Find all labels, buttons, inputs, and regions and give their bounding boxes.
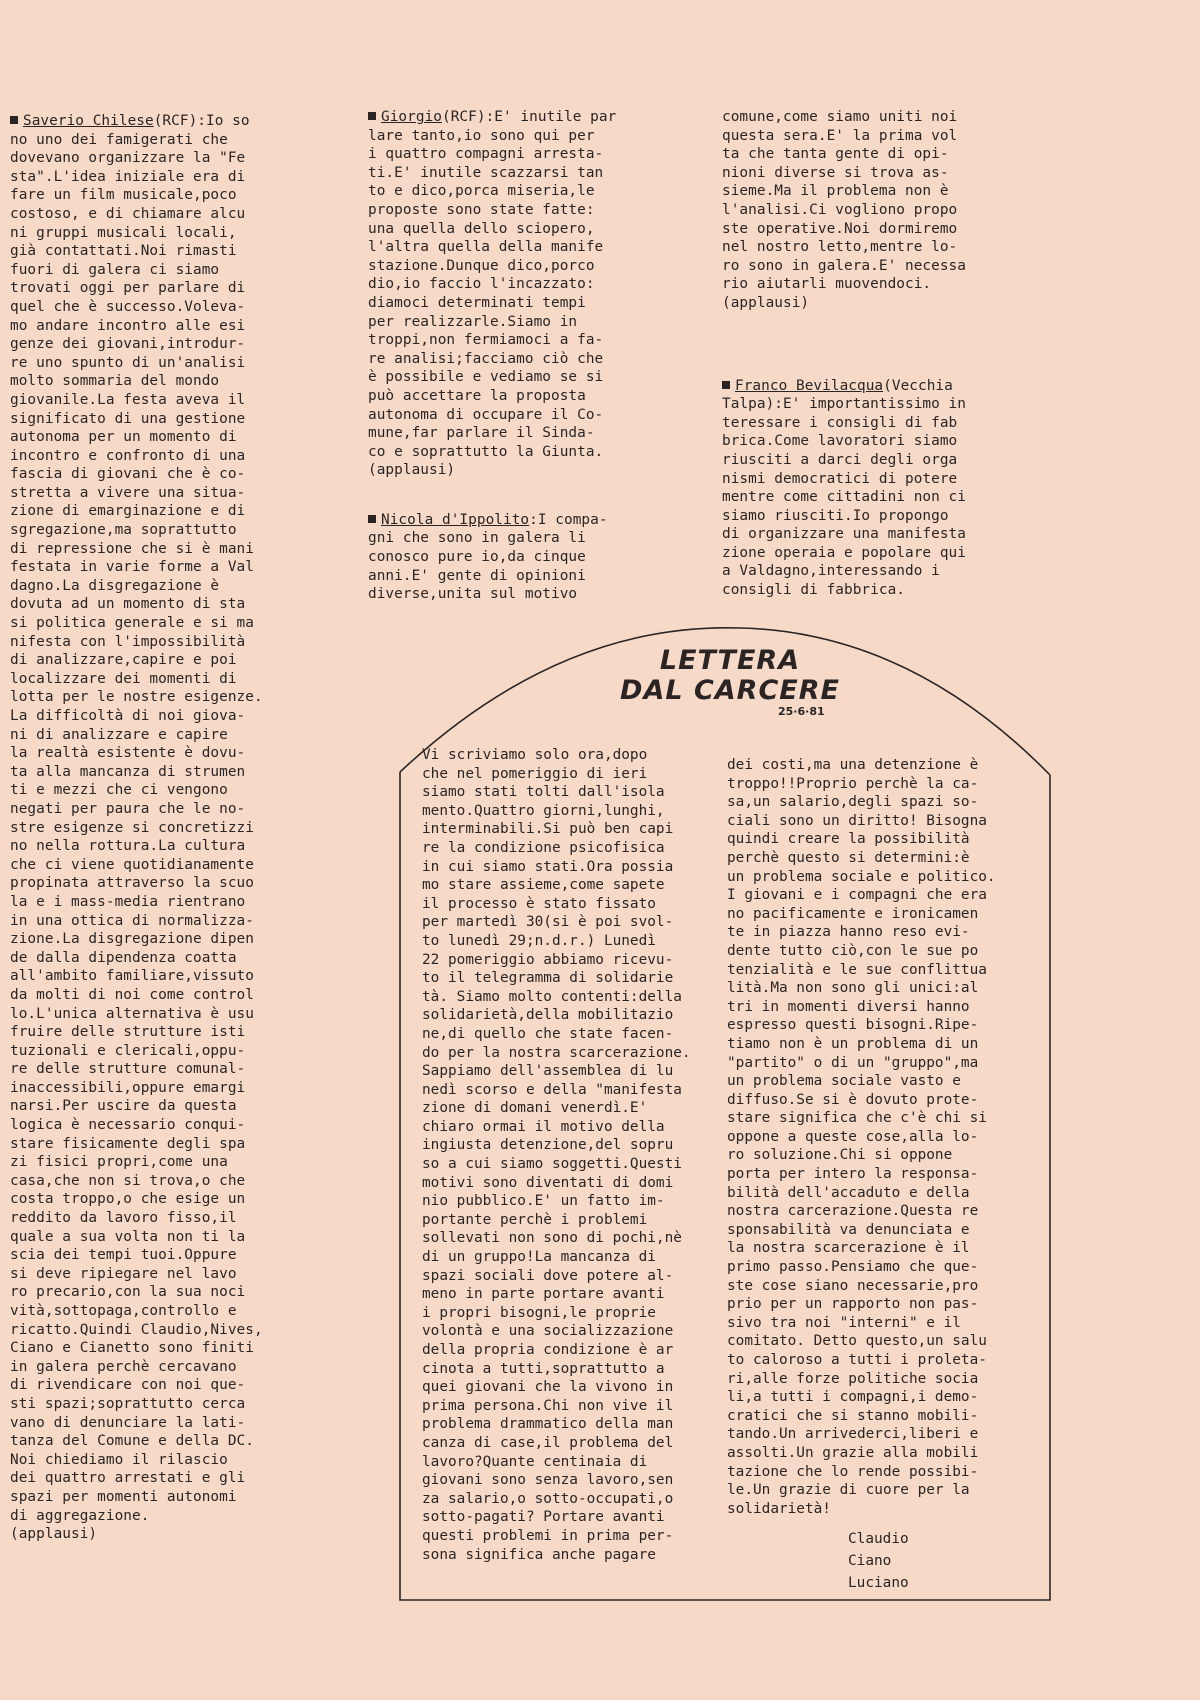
letter-title — [600, 646, 860, 706]
letter-signatures: Claudio Ciano Luciano — [848, 1531, 909, 1591]
letter-date: 25·6·81 — [778, 705, 825, 718]
letter-title-line1: LETTERA — [659, 645, 801, 676]
letter-column-1: Vi scriviamo solo ora,dopo che nel pomeriggio di ieri siamo stati tolti dall'isola mento.Quattro giorni,lunghi, interminabili.Si può ben capi re la condizione psicofisica in cui siamo stati.Ora possia mo stare assieme,come sapete il processo è stato fissato per martedì 30(si è poi svol- to lunedì 29;n.d.r.) Lunedì 22 pomeriggio abbiamo ricevu- to il telegramma di solidarie tà. Siamo molto contenti:della solidarietà,della mobilitazio ne,di quello che state facen- do per la nostra scarcerazione. Sappiamo dell'assemblea di lu nedì scorso e della "manifesta zione di domani venerdì.E' chiaro ormai il motivo della ingiusta detenzione,del sopru so a cui siamo soggetti.Questi motivi sono diventati di domi nio pubblico.E' un fatto im- portante perchè i problemi sollevati non sono di pochi,nè di un gruppo!La mancanza di spazi sociali dove potere al- meno in parte portare avanti i propri bisogni,le proprie volontà e una socializzazione della propria condizione è ar cinota a tutti,soprattutto a quei giovani che la vivono in prima persona.Chi non vive il problema drammatico della man canza di case,il problema del lavoro?Quante centinaia di giovani sono senza lavoro,sen za salario,o sotto-occupati,o sotto-pagati? Portare avanti questi problemi in prima per- sona significa anche pagare — [422, 747, 691, 1563]
letter-title-line2: DAL CARCERE — [620, 675, 840, 706]
speech-continuation: comune,come siamo uniti noi questa sera.E' la prima vol ta che tanta gente di opi- nioni diverse si trova as- sieme.Ma il problema non è l'analisi.Ci vogliono propo ste operative.Noi dormiremo nel nostro letto,mentre lo- ro sono in galera.E' necessa rio aiutarli muovendoci. (applausi) — [722, 109, 966, 311]
speaker-name: Giorgio — [381, 109, 442, 125]
speaker-name: Saverio Chilese — [23, 113, 154, 129]
speech-text: :I compa- gni che sono in galera li conosco pure io,da cinque anni.E' gente di opinioni diverse,unita sul motivo — [368, 511, 608, 603]
speech-text: (RCF):E' inutile par lare tanto,io sono qui per i quattro compagni arresta- ti.E' inutile scazzarsi tan to e dico,porca miseria,le proposte sono state fatte: una quella dello sciopero, l'altra quella della manife stazione.Dunque dico,porco dio,io faccio l'incazzato: diamoci determinati tempi per realizzarle.Siamo in troppi,non fermiamoci a fa- re analisi;facciamo ciò che è possibile e vediamo se si può accettare la proposta autonoma di occupare il Co- mune,far parlare il Sinda- co e soprattutto la Giunta. (applausi) — [368, 109, 617, 479]
speech-text: (RCF):Io so no uno dei famigerati che dovevano organizzare la "Fe sta".L'idea iniziale era di fare un film musicale,poco costoso, e di chiamare alcu ni gruppi musicali locali, già contattati.Noi rimasti fuori di galera ci siamo trovati oggi per parlare di quel che è successo.Voleva- mo andare incontro alle esi genze dei giovani,introdur- re uno spunto di un'analisi molto sommaria del mondo giovanile.La festa aveva il significato di una gestione autonoma per un momento di incontro e confronto di una fascia di giovani che è co- stretta a vivere una situa- zione di emarginazione e di sgregazione,ma soprattutto di repressione che si è mani festata in varie forme a Val dagno.La disgregazione è dovuta ad un momento di sta si politica generale e si ma nifesta con l'impossibilità di analizzare,capire e poi localizzare dei momenti di lotta per le nostre esigenze. La difficoltà di noi giova- ni di analizzare e capire la realtà esistente è dovu- ta alla mancanza di strumen ti e mezzi che ci vengono negati per paura che le no- stre esigenze si concretizzi no nella rottura.La cultura che ci viene quotidianamente propinata attraverso la scuo la e i mass-media rientrano in una ottica di normalizza- zione.La disgregazione dipen de dalla dipendenza coatta all'ambito familiare,vissuto da molti di noi come control lo.L'unica alternativa è usu fruire delle strutture isti tuzionali e clericali,oppu- re delle strutture comunal- inaccessibili,oppure emargi narsi.Per uscire da questa logica è necessario conqui- stare fisicamente degli spa zi fisici propri,come una casa,che non si trova,o che costa troppo,o che esige un reddito da lavoro fisso,il quale a sua volta non ti la scia dei tempi tuoi.Oppure si deve ripiegare nel lavo ro precario,con la sua noci vità,sottopaga,controllo e ricatto.Quindi Claudio,Nives, Ciano e Cianetto sono finiti in galera perchè cercavano di rivendicare con noi que- sti spazi;soprattutto cerca vano di denunciare la lati- tanza del Comune e della DC. Noi chiediamo il rilascio dei quattro arrestati e gli spazi per momenti autonomi di aggregazione. (applausi) — [10, 113, 263, 1543]
speaker-name: Nicola d'Ippolito — [381, 511, 530, 528]
speaker-name: Franco Bevilacqua — [735, 377, 884, 394]
letter-column-2: dei costi,ma una detenzione è troppo!!Proprio perchè la ca- sa,un salario,degli spazi so- ciali sono un diritto! Bisogna quindi creare la possibilità perchè questo si determini:è un problema sociale e politico. I giovani e i compagni che era no pacificamente e ironicamen te in piazza hanno reso evi- dente tutto ciò,con le sue po tenzialità e le sue conflittua lità.Ma non sono gli unici:al tri in momenti diversi hanno espresso questi bisogni.Ripe- tiamo non è un problema di un "partito" o di un "gruppo",ma un problema sociale vasto e diffuso.Se si è dovuto prote- stare significa che c'è chi si oppone a queste cose,alla lo- ro soluzione.Chi si oppone porta per intero la responsa- bilità dell'accaduto e della nostra carcerazione.Questa re sponsabilità va denunciata e la nostra scarcerazione è il primo passo.Pensiamo che que- ste cose siano necessarie,pro prio per un rapporto non pas- sivo tra noi "interni" e il comitato. Detto questo,un salu to caloroso a tutti i proleta- ri,alle forze politiche socia li,a tutti i compagni,i demo- cratici che si stanno mobili- tando.Un arrivederci,liberi e assolti.Un grazie alla mobili tazione che lo rende possibi- le.Un grazie di cuore per la solidarietà! — [727, 757, 996, 1517]
speech-text: (Vecchia Talpa):E' importantissimo in teressare i consigli di fab brica.Come lavoratori siamo riusciti a darci degli orga nismi democratici di potere mentre come cittadini non ci siamo riusciti.Io propongo di organizzare una manifesta zione operaia e popolare qui a Valdagno,interessando i consigli di fabbrica. — [722, 377, 966, 599]
